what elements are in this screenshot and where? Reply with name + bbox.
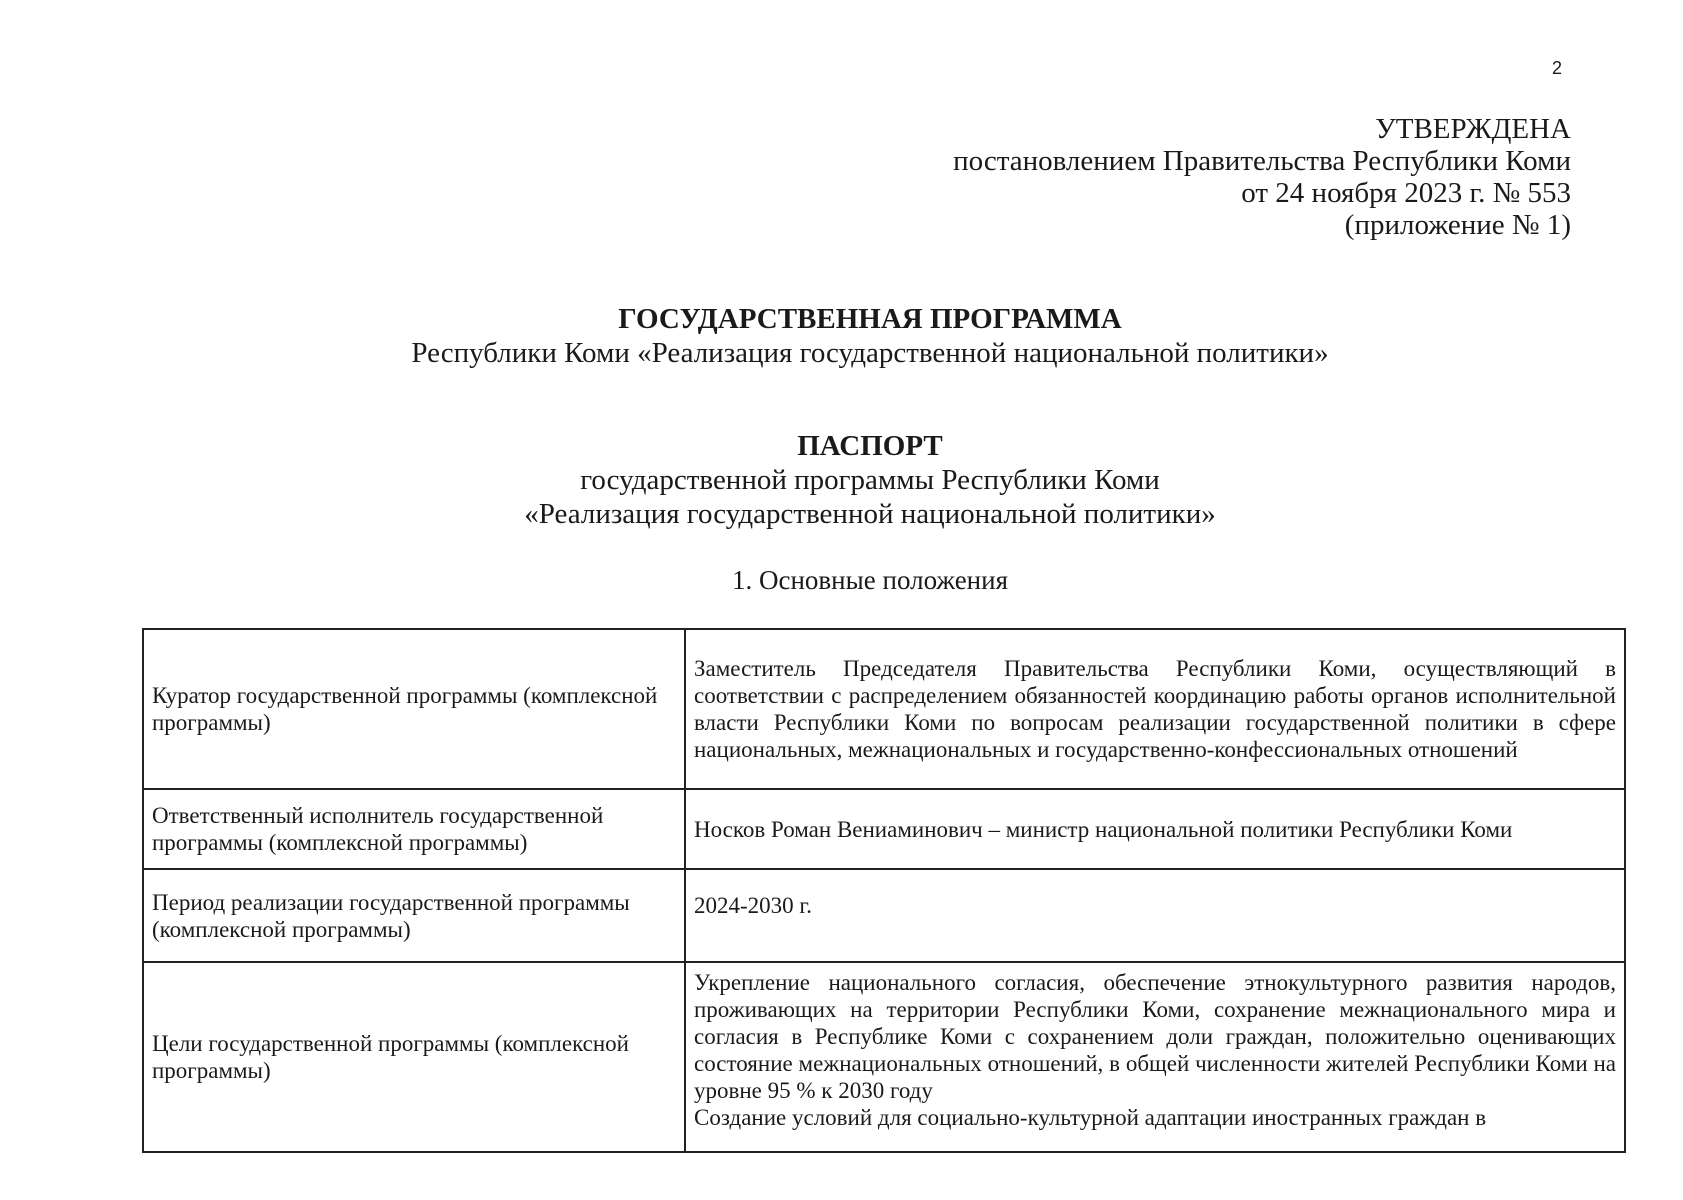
table-row [143, 962, 1625, 1152]
table-row [143, 789, 1625, 869]
section-title: 1. Основные положения [732, 565, 1008, 595]
approval-date: от 24 ноября 2023 г. № 553 [1241, 177, 1571, 209]
period-label: Период реализации государственной программы (комплексной программы) [143, 869, 685, 962]
program-heading [0, 302, 1683, 370]
executor-label: Ответственный исполнитель государственной программы (комплексной программы) [143, 789, 685, 869]
goals-value-paragraph: Укрепление национального согласия, обеспечение этнокультурного развития народов, проживающих на территории Республики Коми, сохранение межнационального мира и согласия в Республике Коми с сохранением доли граждан, положительно оценивающих состояние межнациональных отношений, в общей численности жителей Республики Коми на уровне 95 % к 2030 году [694, 970, 1616, 1103]
curator-label: Куратор государственной программы (комплексной программы) [143, 629, 685, 789]
goals-value-continued: Создание условий для социально-культурной адаптации иностранных граждан в [694, 1105, 1487, 1130]
curator-value: Заместитель Председателя Правительства Республики Коми, осуществляющий в соответствии с распределением обязанностей координацию работы органов исполнительной власти Республики Коми по вопросам реализации государственной политики в сфере национальных, межнациональных и государственно-конфессиональных отношений [685, 629, 1625, 789]
executor-value: Носков Роман Вениаминович – министр национальной политики Республики Коми [685, 789, 1625, 869]
goals-value [685, 962, 1625, 1152]
approval-appendix: (приложение № 1) [1344, 209, 1571, 241]
approval-resolution: постановлением Правительства Республики Коми [953, 145, 1571, 177]
approval-stamp [953, 113, 1571, 241]
passport-table [142, 628, 1626, 1153]
passport-title: ПАСПОРТ [797, 430, 943, 462]
program-title: ГОСУДАРСТВЕННАЯ ПРОГРАММА [618, 303, 1122, 335]
passport-heading [0, 429, 1683, 531]
program-subtitle: Республики Коми «Реализация государственной национальной политики» [411, 337, 1329, 369]
goals-label: Цели государственной программы (комплексной программы) [143, 962, 685, 1152]
passport-subtitle-line2: «Реализация государственной национальной политики» [524, 498, 1216, 530]
passport-subtitle-line1: государственной программы Республики Коми [580, 464, 1160, 496]
page-number: 2 [1551, 58, 1562, 78]
table-row [143, 869, 1625, 962]
table-row [143, 629, 1625, 789]
period-value: 2024-2030 г. [685, 869, 1625, 962]
approval-title: УТВЕРЖДЕНА [1375, 113, 1571, 145]
